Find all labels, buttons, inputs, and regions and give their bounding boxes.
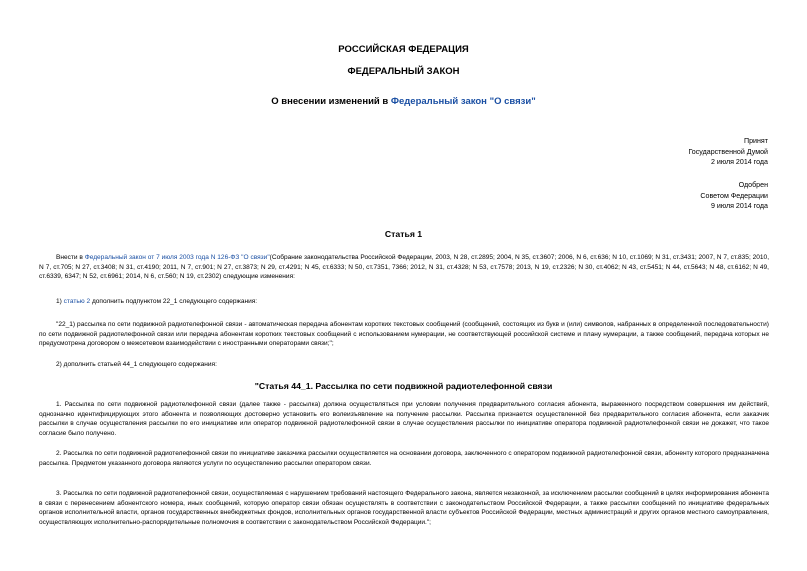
article-1-heading: Статья 1: [384, 229, 423, 239]
article-1-intro: [39, 253, 769, 282]
federation-heading: РОССИЙСКАЯ ФЕДЕРАЦИЯ: [338, 44, 469, 55]
adoption-line-2: Государственной Думой: [688, 147, 768, 156]
law-type-heading: ФЕДЕРАЛЬНЫЙ ЗАКОН: [347, 66, 460, 77]
item-1-text: "22_1) рассылка по сети подвижной радиотелефонной связи - автоматическая передача абонентам коротких текстовых сообщений (сообщений, состоящих из букв и (или) символов, набранных в определенной последовательности) по сети подвижной радиотелефонной связи или передача абонентам коротких текстовых сообщений с использованием нумерации, не соответствующей российской системе и плану нумерации, а также сообщений, передача которых не предусмотрена договором о межсетевом взаимодействии с иностранными операторами связи;";: [39, 321, 769, 348]
article-44-1-part-2: 2. Рассылка по сети подвижной радиотелефонной связи по инициативе заказчика рассылки осуществляется на основании договора, заключенного с оператором подвижной радиотелефонной связи, абоненту которого предназначена рассылка. Предметом указанного договора являются услуги по осуществлению рассылки оператором связи.: [39, 450, 769, 467]
item-1-rest: дополнить подпунктом 22_1 следующего содержания:: [90, 298, 258, 305]
item-1-prefix: 1): [56, 298, 64, 305]
approval-line-2: Советом Федерации: [700, 191, 768, 200]
adoption-line-1: Принят: [743, 137, 768, 145]
approval-block: [700, 180, 768, 212]
law-title-link[interactable]: Федеральный закон "О связи": [390, 96, 536, 107]
adoption-block: [688, 136, 768, 168]
approval-line-3: 9 июля 2014 года: [710, 202, 768, 210]
article-44-1-part-1: 1. Рассылка по сети подвижной радиотелефонной связи (далее также - рассылка) должна осуществляться при условии получения предварительного согласия абонента, выраженного посредством совершения им действий, однозначно идентифицирующих этого абонента и позволяющих достоверно установить его волеизъявление на получение рассылки. Рассылка признается осуществленной без предварительного согласия абонента, если заказчик рассылки в случае осуществления рассылки по его инициативе или оператор подвижной радиотелефонной связи в случае осуществления рассылки по инициативе оператора подвижной радиотелефонной связи не докажет, что такое согласие было получено.: [39, 401, 769, 437]
adoption-line-3: 2 июля 2014 года: [710, 158, 768, 166]
law-126-fz-link[interactable]: Федеральный закон от 7 июля 2003 года N 126-ФЗ "О связи": [84, 254, 270, 261]
article-44-1-part-3: 3. Рассылка по сети подвижной радиотелефонной связи, осуществляемая с нарушением требований настоящего Федерального закона, является незаконной, за исключением рассылки сообщений в целях информирования абонента в связи с перенесением абонентского номера, иных сообщений, которую оператор связи обязан осуществлять в соответствии с законодательством Российской Федерации, а также рассылки сообщений по инициативе федеральных органов исполнительной власти, органов государственных внебюджетных фондов, исполнительных органов государственной власти субъектов Российской Федерации, местных администраций и других органов местного самоуправления, осуществляющих исполнительно-распорядительные полномочия в соответствии с законодательством Российской Федерации.";: [39, 490, 769, 526]
article-2-link[interactable]: статью 2: [63, 298, 91, 305]
item-1: [39, 297, 769, 307]
intro-prefix: Внести в: [56, 254, 85, 261]
approval-line-1: Одобрен: [738, 181, 768, 189]
law-title-prefix: О внесении изменений в: [271, 96, 391, 107]
law-title: [0, 96, 807, 107]
intro-rest: (Собрание законодательства Российской Федерации, 2003, N 28, ст.2895; 2004, N 35, ст.3607; 2006, N 6, ст.636; N 10, ст.1069; N 31, ст.3431; 2007, N 7, ст.835; 2010, N 7, ст.705; N 27, ст.3408; N 31, ст.4190; 2011, N 7, ст.901; N 27, ст.3873; N 29, ст.4291; N 45, ст.6333; N 50, ст.7351, 7366; 2012, N 31, ст.4328; N 53, ст.7578; 2013, N 19, ст.2326; N 30, ст.4062; N 43, ст.5451; N 44, ст.5643; N 48, ст.6162; N 49, ст.6339, 6347; N 52, ст.6961; 2014, N 6, ст.560; N 19, ст.2302) следующие изменения:: [39, 254, 770, 281]
item-2: 2) дополнить статьей 44_1 следующего содержания:: [56, 361, 217, 368]
article-44-1-heading: "Статья 44_1. Рассылка по сети подвижной радиотелефонной связи: [254, 381, 553, 391]
